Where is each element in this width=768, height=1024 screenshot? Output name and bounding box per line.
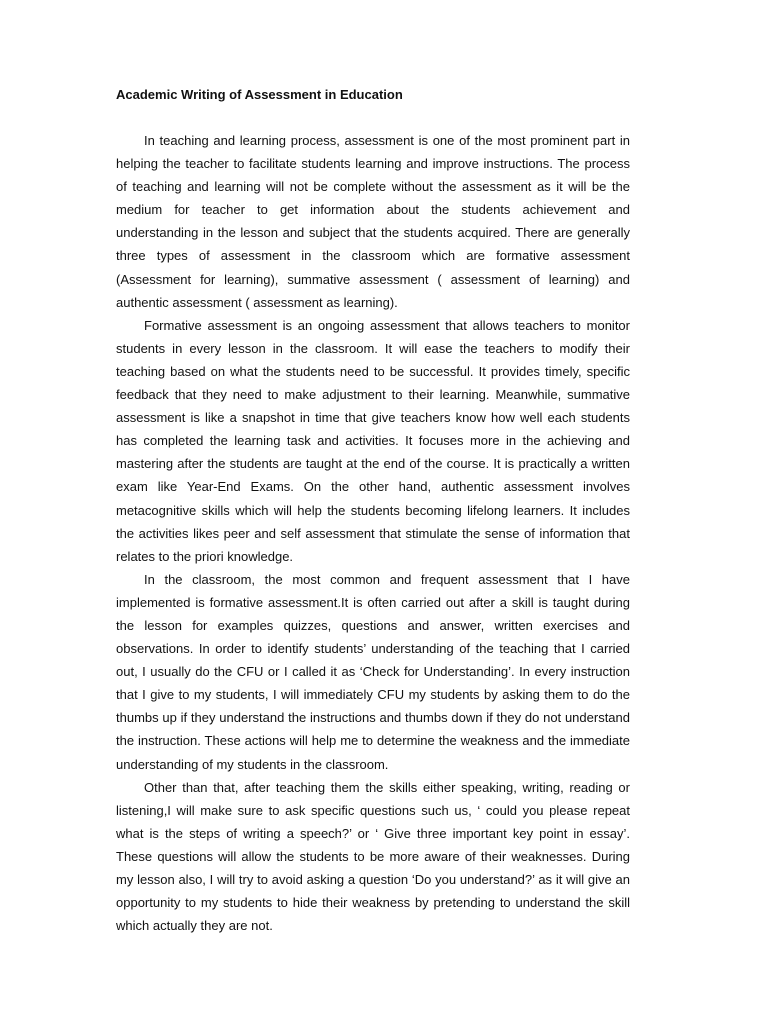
paragraph-introduction: In teaching and learning process, assessment is one of the most prominent part in helping the teacher to facilitate students learning and improve instructions. The process of teaching and learning will not be complete without the assessment as it will be the medium for teacher to get information about the students achievement and understanding in the lesson and subject that the students acquired. There are generally three types of assessment in the classroom which are formative assessment (Assessment for learning), summative assessment ( assessment of learning) and authentic assessment ( assessment as learning). (116, 133, 630, 310)
paragraph-assessment-types: Formative assessment is an ongoing assessment that allows teachers to monitor students in every lesson in the classroom. It will ease the teachers to modify their teaching based on what the students need to be successful. It provides timely, specific feedback that they need to make adjustment to their learning. Meanwhile, summative assessment is like a snapshot in time that give teachers know how well each students has completed the learning task and activities. It focuses more in the achieving and mastering after the students are taught at the end of the course. It is practically a written exam like Year-End Exams. On the other hand, authentic assessment involves metacognitive skills which will help the students becoming lifelong learners. It includes the activities likes peer and self assessment that stimulate the sense of information that relates to the priori knowledge. (116, 317, 630, 564)
paragraph-questioning: Other than that, after teaching them the skills either speaking, writing, reading or listening,I will make sure to ask specific questions such us, ‘ could you please repeat what is the steps of writing a speech?’ or ‘ Give three important key point in essay’. These questions will allow the students to be more aware of their weaknesses. During my lesson also, I will try to avoid asking a question ‘Do you understand?’ as it will give an opportunity to my students to hide their weakness by pretending to understand the skill which actually they are not. (116, 779, 630, 934)
document-title: Academic Writing of Assessment in Education (116, 87, 403, 102)
document-body (116, 86, 630, 937)
paragraph-classroom-practice: In the classroom, the most common and frequent assessment that I have implemented is formative assessment.It is often carried out after a skill is taught during the lesson for examples quizzes, questions and answer, written exercises and observations. In order to identify students’ understanding of the teaching that I carried out, I usually do the CFU or I called it as ‘Check for Understanding’. In every instruction that I give to my students, I will immediately CFU my students by asking them to do the thumbs up if they understand the instructions and thumbs down if they do not understand the instruction. These actions will help me to determine the weakness and the immediate understanding of my students in the classroom. (116, 571, 630, 772)
